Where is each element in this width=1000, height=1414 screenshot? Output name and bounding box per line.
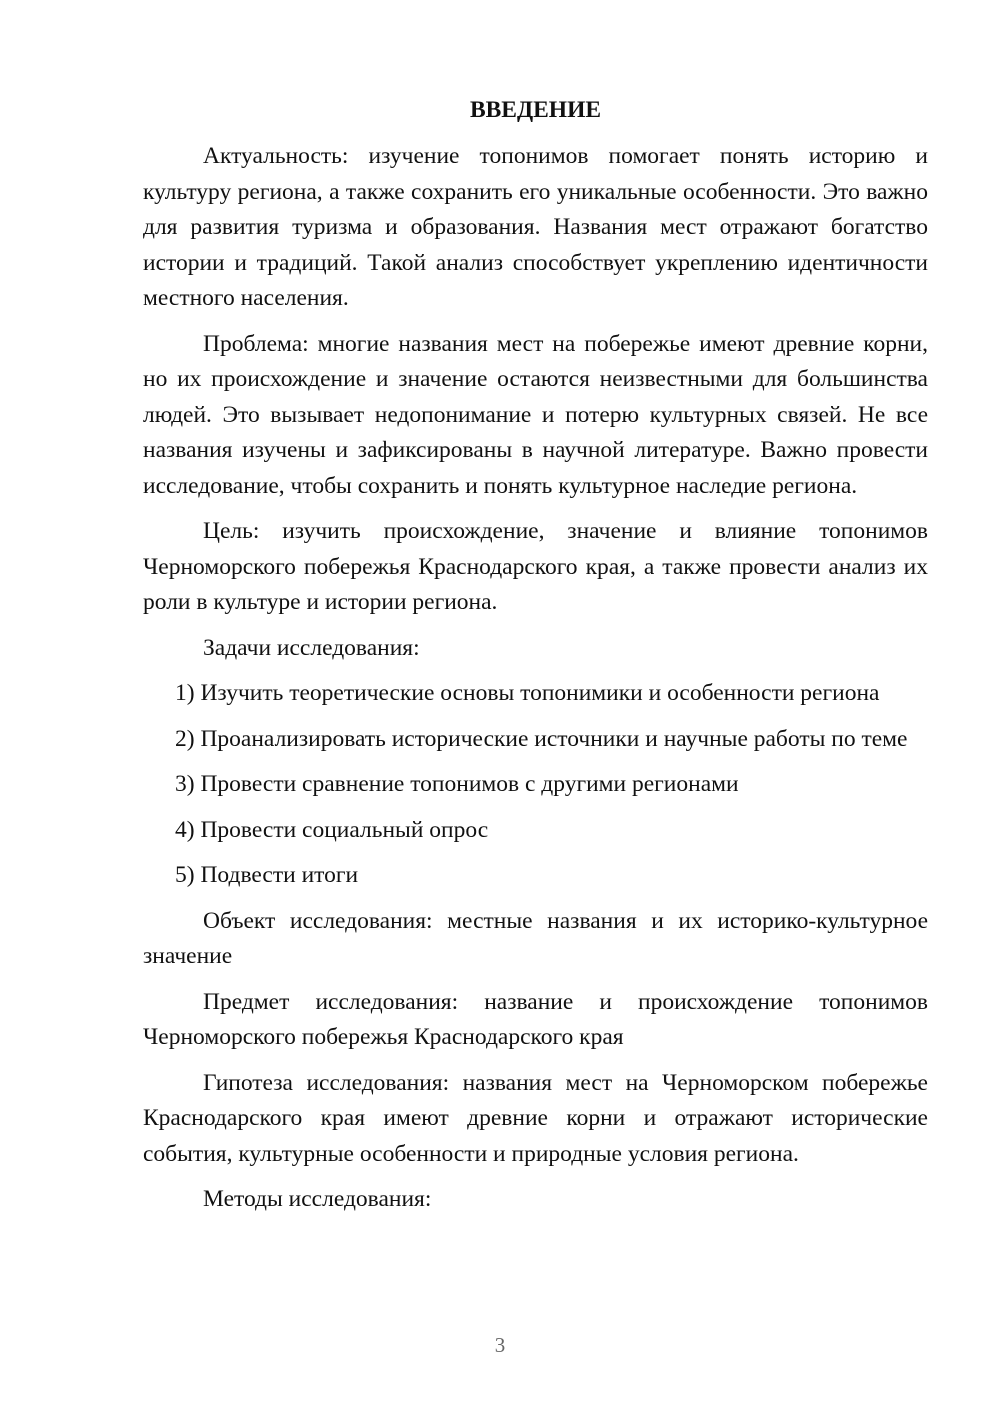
paragraph-methods: Методы исследования:	[203, 1186, 432, 1212]
paragraph-hypothesis: Гипотеза исследования: названия мест на Черноморском побережье Краснодарского края имеют древние корни и отражают исторические события, культурные особенности и природные условия региона.	[143, 1069, 928, 1167]
paragraph-object: Объект исследования: местные названия и их историко-культурное значение	[143, 907, 928, 969]
paragraph-tasks-title: Задачи исследования:	[203, 634, 420, 661]
list-item: 2) Проанализировать исторические источники и научные работы по теме	[175, 725, 908, 752]
list-item: 4) Провести социальный опрос	[175, 816, 489, 843]
list-item: 1) Изучить теоретические основы топонимики и особенности региона	[175, 680, 880, 706]
paragraph-subject: Предмет исследования: название и происхождение топонимов Черноморского побережья Краснодарского края	[143, 988, 928, 1050]
tasks-list	[143, 676, 928, 894]
list-item: 3) Провести сравнение топонимов с другими регионами	[175, 771, 739, 797]
paragraph-problem: Проблема: многие названия мест на побережье имеют древние корни, но их происхождение и значение остаются неизвестными для большинства людей. Это вызывает недопонимание и потерю культурных связей. Не все названия изучены и зафиксированы в научной литературе. Важно провести исследование, чтобы сохранить и понять культурное наследие региона.	[143, 330, 928, 499]
page-number: 3	[494, 1333, 506, 1357]
paragraph-goal: Цель: изучить происхождение, значение и влияние топонимов Черноморского побережья Краснодарского края, а также провести анализ их роли в культуре и истории региона.	[143, 518, 928, 615]
list-item: 5) Подвести итоги	[175, 862, 359, 888]
paragraph-actuality: Актуальность: изучение топонимов помогает понять историю и культуру региона, а также сохранить его уникальные особенности. Это важно для развития туризма и образования. Названия мест отражают богатство истории и традиций. Такой анализ способствует укреплению идентичности местного населения.	[143, 143, 928, 311]
document-page	[143, 93, 928, 1228]
section-heading: ВВЕДЕНИЕ	[469, 97, 602, 123]
